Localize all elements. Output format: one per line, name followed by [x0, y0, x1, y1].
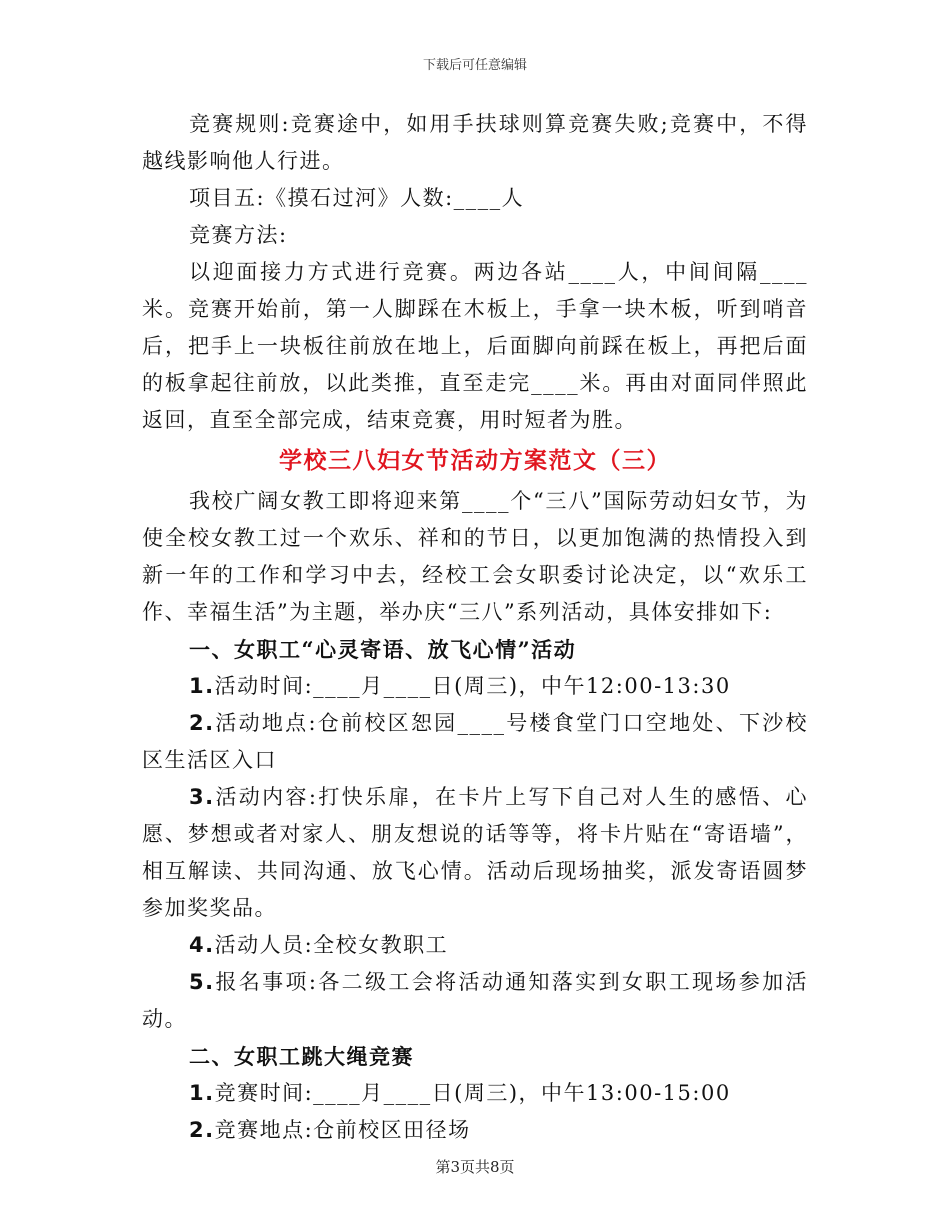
section1-item: [142, 964, 808, 1038]
method-label: 竞赛方法:: [189, 223, 288, 247]
item-text: 竞赛时间:____月____日(周三)，中午13:00-15:00: [214, 1081, 731, 1105]
section2-item: [142, 1112, 808, 1149]
item5-paragraph: 项目五:《摸石过河》人数:____人: [189, 186, 525, 210]
page-number-footer: 第3页共8页: [435, 1158, 515, 1176]
item-text: 报名事项:各二级工会将活动通知落实到女职工现场参加活动。: [142, 970, 808, 1031]
item-number: 5.: [189, 970, 215, 994]
section2-item: [142, 1075, 808, 1112]
item-text: 活动地点:仓前校区恕园____号楼食堂门口空地处、下沙校区生活区入口: [142, 711, 808, 772]
intro-paragraph: 我校广阔女教工即将迎来第____个“三八”国际劳动妇女节，为使全校女教工过一个欢乐、祥和的节日，以更加饱满的热情投入到新一年的工作和学习中去，经校工会女职委讨论决定，以“欢乐工作、幸福生活”为主题，举办庆“三八”系列活动，具体安排如下:: [142, 489, 808, 624]
item-number: 4.: [189, 933, 215, 957]
item-number: 2.: [189, 1118, 215, 1142]
item-number: 3.: [189, 785, 215, 809]
item-number: 1.: [189, 1081, 215, 1105]
item-text: 竞赛地点:仓前校区田径场: [214, 1118, 471, 1142]
section2-heading: 二、女职工跳大绳竞赛: [189, 1044, 414, 1069]
document-title: 学校三八妇女节活动方案范文（三）: [279, 448, 671, 474]
item-text: 活动时间:____月____日(周三)，中午12:00-13:30: [214, 674, 731, 698]
section1-item: [142, 779, 808, 927]
rules-paragraph: 竞赛规则:竞赛途中，如用手扶球则算竞赛失败;竞赛中，不得越线影响他人行进。: [142, 112, 808, 173]
page-header-note: 下载后可任意编辑: [422, 58, 527, 73]
item-number: 1.: [189, 674, 215, 698]
section1-heading: 一、女职工“心灵寄语、放飞心情”活动: [189, 637, 577, 662]
item-text: 活动人员:全校女教职工: [214, 933, 449, 957]
document-body: [142, 106, 808, 1149]
item-number: 2.: [189, 711, 215, 735]
section1-item: [142, 705, 808, 779]
section1-item: [142, 668, 808, 705]
item-text: 活动内容:打快乐扉，在卡片上写下自己对人生的感悟、心愿、梦想或者对家人、朋友想说的话等等，将卡片贴在“寄语墙”，相互解读、共同沟通、放飞心情。活动后现场抽奖，派发寄语圆梦参加奖奖品。: [142, 785, 808, 920]
section1-item: [142, 927, 808, 964]
method-paragraph: 以迎面接力方式进行竞赛。两边各站____人，中间间隔____米。竞赛开始前，第一人脚踩在木板上，手拿一块木板，听到哨音后，把手上一块板往前放在地上，后面脚向前踩在板上，再把后面的板拿起往前放，以此类推，直至走完____米。再由对面同伴照此返回，直至全部完成，结束竞赛，用时短者为胜。: [142, 260, 808, 432]
